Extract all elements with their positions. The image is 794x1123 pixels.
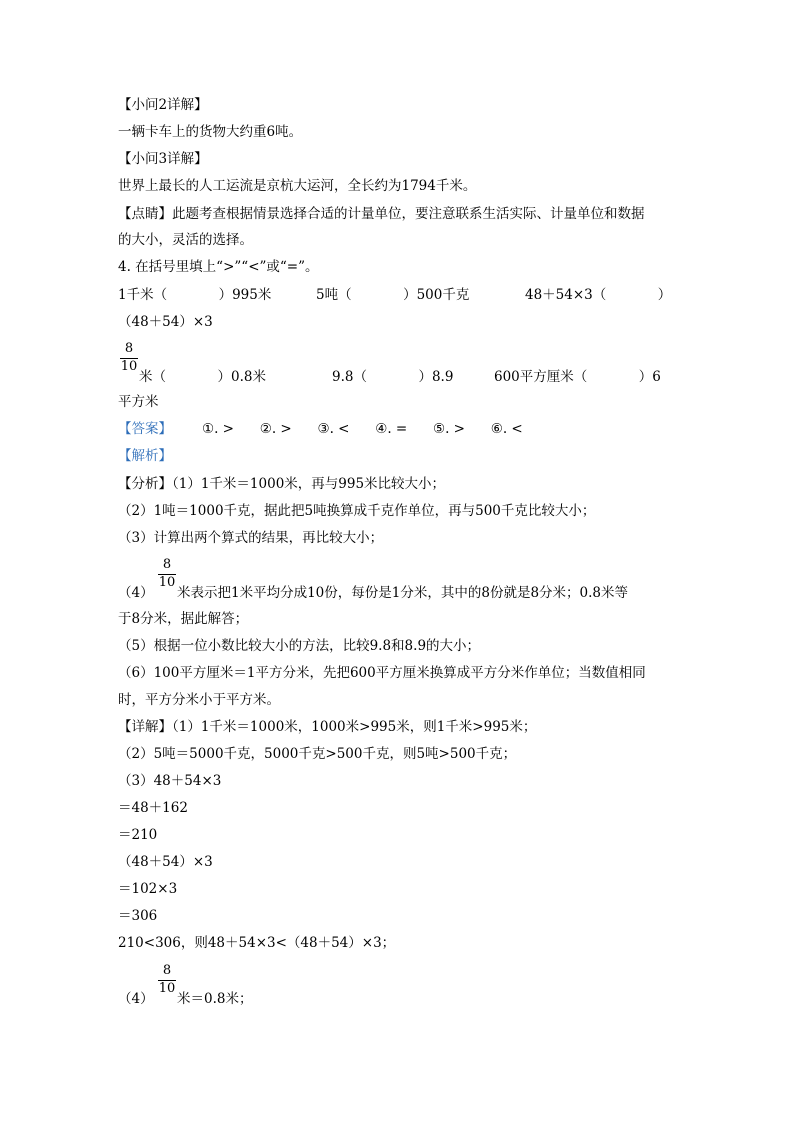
detail-line: 【详解】（1）1千米＝1000米，1000米>995米，则1千米>995米； <box>118 719 537 735</box>
detail-line: ＝210 <box>118 827 158 843</box>
compare-item-1: 1千米（ ）995米 <box>118 287 272 303</box>
heading-subquestion-3: 【小问3详解】 <box>118 151 208 167</box>
answer-values: ①. > ②. > ③. < ④. = ⑤. > ⑥. < <box>202 421 523 437</box>
answer-label: 【答案】 <box>118 421 172 437</box>
analysis-line: （2）1吨＝1000千克，据此把5吨换算成千克作单位，再与500千克比较大小； <box>118 503 596 519</box>
compare-item-6: 600平方厘米（ ）6 <box>494 369 661 385</box>
analysis-line: 时，平方分米小于平方米。 <box>118 692 280 708</box>
analysis-label: 【解析】 <box>118 448 172 464</box>
detail-line: （2）5吨＝5000千克，5000千克>500千克，则5吨>500千克； <box>118 746 517 762</box>
fraction-denominator: 10 <box>120 359 138 374</box>
text-line: 一辆卡车上的货物大约重6吨。 <box>118 124 303 140</box>
fraction-8-10 <box>158 964 176 996</box>
question-4-title: 4. 在括号里填上“>”“<”或“=”。 <box>118 259 319 275</box>
text-line: 世界上最长的人工运流是京杭大运河，全长约为1794千米。 <box>118 178 477 194</box>
detail-line: ＝48＋162 <box>118 800 188 816</box>
fraction-numerator: 8 <box>162 557 172 572</box>
analysis-line: 米表示把1米平均分成10份，每份是1分米，其中的8份就是8分米；0.8米等 <box>177 585 629 601</box>
compare-item-5: 9.8（ ）8.9 <box>332 369 454 385</box>
detail-line: 米＝0.8米； <box>177 991 253 1007</box>
analysis-line: 于8分米，据此解答； <box>118 611 249 627</box>
heading-subquestion-2: 【小问2详解】 <box>118 97 208 113</box>
fraction-8-10 <box>120 342 138 374</box>
fraction-8-10 <box>158 558 176 590</box>
analysis-line: （3）计算出两个算式的结果，再比较大小； <box>118 530 384 546</box>
detail-line: ＝306 <box>118 908 158 924</box>
fraction-denominator: 10 <box>158 575 176 590</box>
analysis-line: （5）根据一位小数比较大小的方法，比较9.8和8.9的大小； <box>118 638 481 654</box>
fraction-numerator: 8 <box>124 341 134 356</box>
analysis-line-prefix: （4） <box>118 585 154 601</box>
compare-item-3: 48＋54×3（ ） <box>525 287 672 303</box>
compare-item-4: 米（ ）0.8米 <box>139 369 266 385</box>
fraction-denominator: 10 <box>158 981 176 996</box>
fraction-numerator: 8 <box>162 963 172 978</box>
detail-line: （3）48＋54×3 <box>118 773 222 789</box>
detail-line: （48＋54）×3 <box>118 854 213 870</box>
compare-item-2: 5吨（ ）500千克 <box>316 287 470 303</box>
tip-line: 【点睛】此题考查根据情景选择合适的计量单位，要注意联系生活实际、计量单位和数据 <box>118 206 645 222</box>
detail-line: 210<306，则48＋54×3<（48＋54）×3； <box>118 935 396 951</box>
text-line: 的大小，灵活的选择。 <box>118 232 253 248</box>
analysis-line: （6）100平方厘米＝1平方分米，先把600平方厘米换算成平方分米作单位；当数值相同 <box>118 665 646 681</box>
detail-line-prefix: （4） <box>118 991 154 1007</box>
text-line: 平方米 <box>118 394 159 410</box>
detail-line: ＝102×3 <box>118 881 178 897</box>
text-line: （48＋54）×3 <box>118 314 213 330</box>
analysis-line: 【分析】（1）1千米＝1000米，再与995米比较大小； <box>118 476 446 492</box>
